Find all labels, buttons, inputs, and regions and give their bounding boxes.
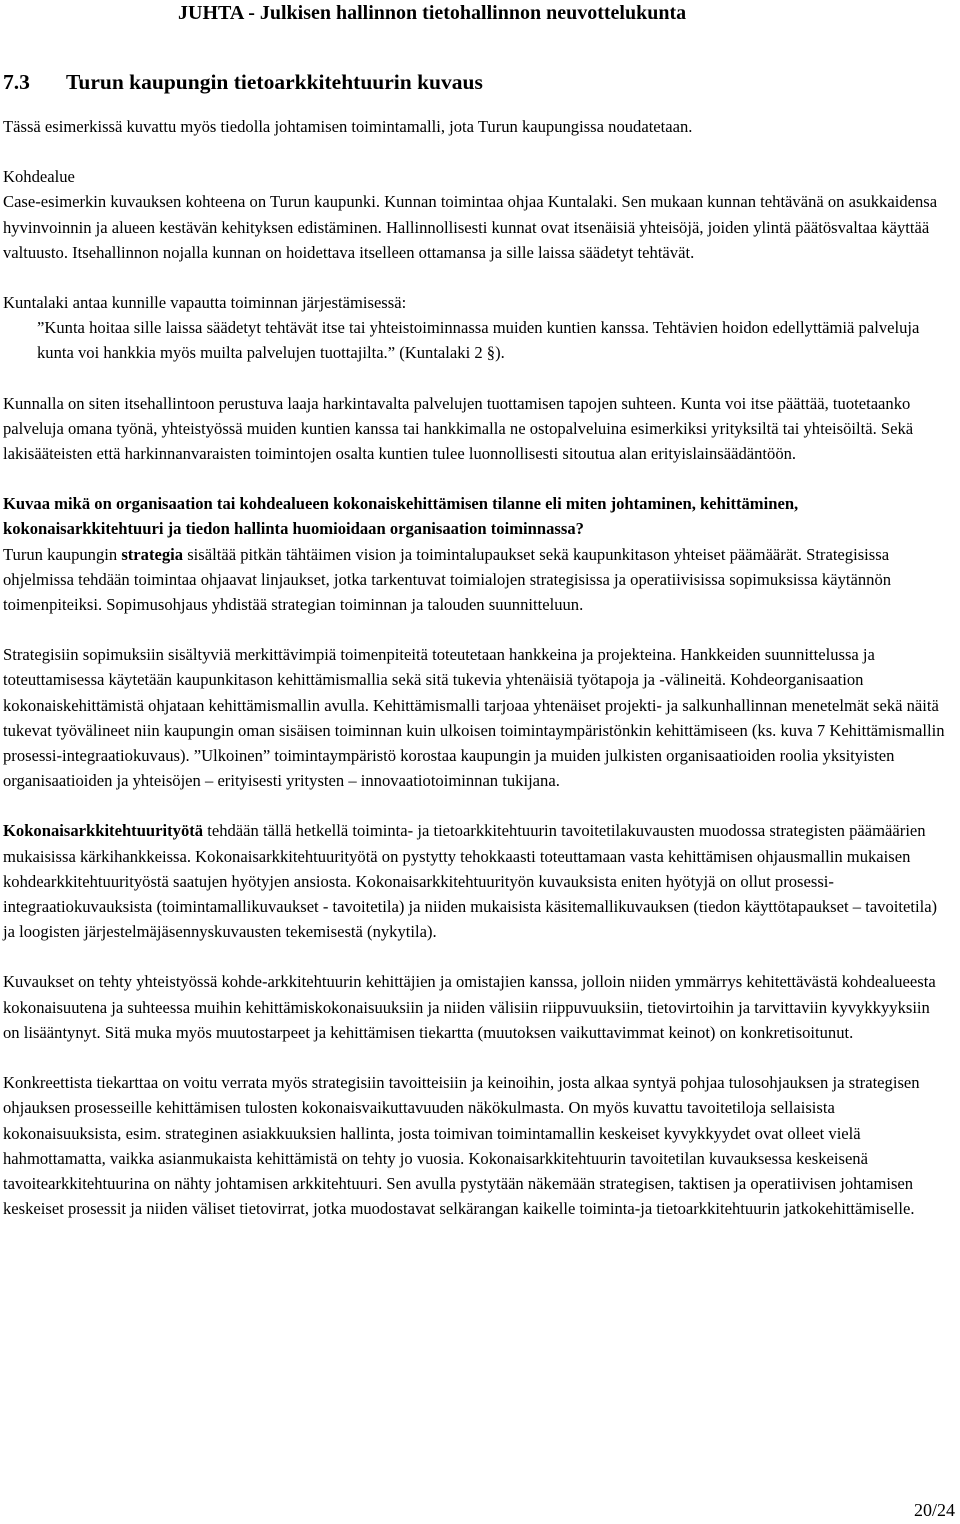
page-number: 20/24 <box>913 1500 955 1520</box>
section-title: Turun kaupungin tietoarkkitehtuurin kuvaus <box>66 70 483 94</box>
section-number: 7.3 <box>3 70 30 94</box>
kuntalaki-paragraph <box>3 290 950 366</box>
kuvaukset-paragraph: Kuvaukset on tehty yhteistyössä kohde-arkkitehtuurin kehittäjien ja omistajien kanssa, jolloin niiden ymmärrys kehitettävästä kohdealueesta kokonaisuutena ja suhteessa muihin kehittämiskokonaisuuksiin ja niiden välisiin riippuvuuksiin, tietovirtoihin ja tarvittaviin kyvykkyyksiin on lisääntynyt. Sitä muka myös muutostarpeet ja kehittämisen tiekartta (muutoksen vaikuttavimmat keinot) on konkretisoitunut. <box>3 972 936 1042</box>
kohdealue-label: Kohdealue <box>3 167 75 187</box>
strategia-post: sisältää pitkän tähtäimen vision ja toimintalupaukset sekä kaupunkitason yhteiset päämäärät. Strategisissa ohjelmissa tehdään toimintaa ohjaavat linjaukset, jotka tarkentuvat toimialojen strategisissa ja operatiivisissa sopimuksissa käytännön toimenpiteiksi. Sopimusohjaus yhdistää strategian toiminnan ja talouden suunnitteluun. <box>3 544 892 615</box>
document-body <box>3 68 950 1246</box>
kuntalaki-quote: ”Kunta hoitaa sille laissa säädetyt tehtävät itse tai yhteistoiminnassa muiden kuntien kanssa. Tehtävien hoidon edellyttämiä palveluja kunta voi hankkia myös muilta palvelujen tuottajilta.” (Kuntalaki 2 §). <box>37 318 920 363</box>
tiekartta-paragraph: Konkreettista tiekarttaa on voitu verrata myös strategisiin tavoitteisiin ja keinoihin, josta alkaa syntyä pohjaa tulosohjauksen ja strategisen ohjauksen prosesseille kehittämisen tulosten kokonaisvaikuttavuuden näkökulmasta. On myös kuvattu tavoitetiloja sellaisista kokonaisuuksista, esim. strateginen asiakkuuksien hallinta, josta toimivan toimintamallin keskeiset kyvykkyydet ovat olleet vielä hahmottamatta, vaikka asianmukaista kehittämistä on tehty jo vuosia. Kokonaisarkkitehtuurin tavoitetilan kuvauksessa keskeisenä tavoitearkkitehtuurina on nähty johtamisen arkkitehtuuri. Sen avulla pystytään näkemään strategisen, taktisen ja operatiivisen johtamisen keskeiset prosessit ja niiden väliset tietovirrat, jotka muodostavat selkärangan kaikelle toiminta-ja tietoarkkitehtuurin jatkokehittämiselle. <box>3 1073 920 1219</box>
question-text: Kuvaa mikä on organisaation tai kohdealueen kokonaiskehittämisen tilanne eli miten johtaminen, kehittäminen, kokonaisarkkitehtuuri ja tiedon hallinta huomioidaan organisaation toiminnassa? <box>3 494 799 539</box>
ka-text: tehdään tällä hetkellä toiminta- ja tietoarkkitehtuurin tavoitetilakuvausten muodossa strategisten päämäärien mukaisissa kärkihankkeissa. Kokonaisarkkitehtuurityötä on pystytty tehokkaasti toteuttamaan vasta kehittämisen ohjausmallin mukaisen kohdearkkitehtuurityöstä saatujen hyötyjen ansiosta. Kokonaisarkkitehtuurityön kuvauksista eniten hyötyjä on ollut prosessi-integraatiokuvauksista (toimintamallikuvaukset - tavoitetila) ja niiden mukaisista käsitemallikuvauksen (tiedon käyttötapaukset – tavoitetila) ja loogisten järjestelmäjäsennyskuvausten tekemisestä (nykytila). <box>3 821 938 942</box>
strategia-term: strategia <box>121 544 184 564</box>
section-heading <box>3 68 950 96</box>
ka-term: Kokonaisarkkitehtuurityötä <box>3 821 204 841</box>
harkintavalta-paragraph: Kunnalla on siten itsehallintoon perustuva laaja harkintavalta palvelujen tuottamisen tapojen suhteen. Kunta voi itse päättää, tuotetaanko palveluja omana työnä, yhteistyössä muiden kuntien kanssa tai hankkimalla ne ostopalveluina esimerkiksi yrityksiltä tai yhteisöiltä. Sekä lakisääteisten että harkinnanvaraisten toimintojen osalta kuntien tulee luonnollisesti sitoutua alan erityislainsäädäntöön. <box>3 393 914 464</box>
kohdealue-paragraph <box>3 164 950 265</box>
kokonaisarkkitehtuuri-paragraph <box>3 818 950 944</box>
hankkeet-paragraph: Strategisiin sopimuksiin sisältyviä merkittävimpiä toimenpiteitä toteutetaan hankkeina ja projekteina. Hankkeiden suunnittelussa ja toteuttamisessa käytetään kaupunkitason kehittämismallia sekä sitä tukevia yhtenäisiä työtapoja ja -välineitä. Kohdeorganisaation kokonaiskehittämistä ohjataan kehittämismallin avulla. Kehittämismalli tarjoaa yhtenäiset projekti- ja salkunhallinnan menetelmät sekä näitä tukevat työvälineet niin kaupungin oman sisäisen toiminnan kuin ulkoisen toimintaympäristönkin kehittämiseen (ks. kuva 7 Kehittämismallin prosessi-integraatiokuvaus). ”Ulkoinen” toimintaympäristö korostaa kaupungin ja muiden julkisten organisaatioiden roolia yksityisten organisaatioiden ja yhteisöjen – erityisesti yritysten – innovaatiotoiminnan tukijana. <box>3 645 945 791</box>
intro-paragraph: Tässä esimerkissä kuvattu myös tiedolla johtamisen toimintamalli, jota Turun kaupungissa noudatetaan. <box>3 117 693 136</box>
strategia-pre: Turun kaupungin <box>3 544 122 564</box>
kuntalaki-intro: Kuntalaki antaa kunnille vapautta toiminnan järjestämisessä: <box>3 293 407 313</box>
question-paragraph <box>3 491 950 617</box>
kohdealue-text: Case-esimerkin kuvauksen kohteena on Turun kaupunki. Kunnan toimintaa ohjaa Kuntalaki. Sen mukaan kunnan tehtävänä on asukkaidensa hyvinvoinnin ja alueen kestävän kehityksen edistäminen. Hallinnollisesti kunnat ovat itsenäisiä yhteisöjä, joiden ylintä päätösvaltaa käyttää valtuusto. Itsehallinnon nojalla kunnan on hoidettava itselleen ottamansa ja sille laissa säädetyt tehtävät. <box>3 192 938 262</box>
document-header: JUHTA - Julkisen hallinnon tietohallinnon neuvottelukunta <box>178 2 687 24</box>
